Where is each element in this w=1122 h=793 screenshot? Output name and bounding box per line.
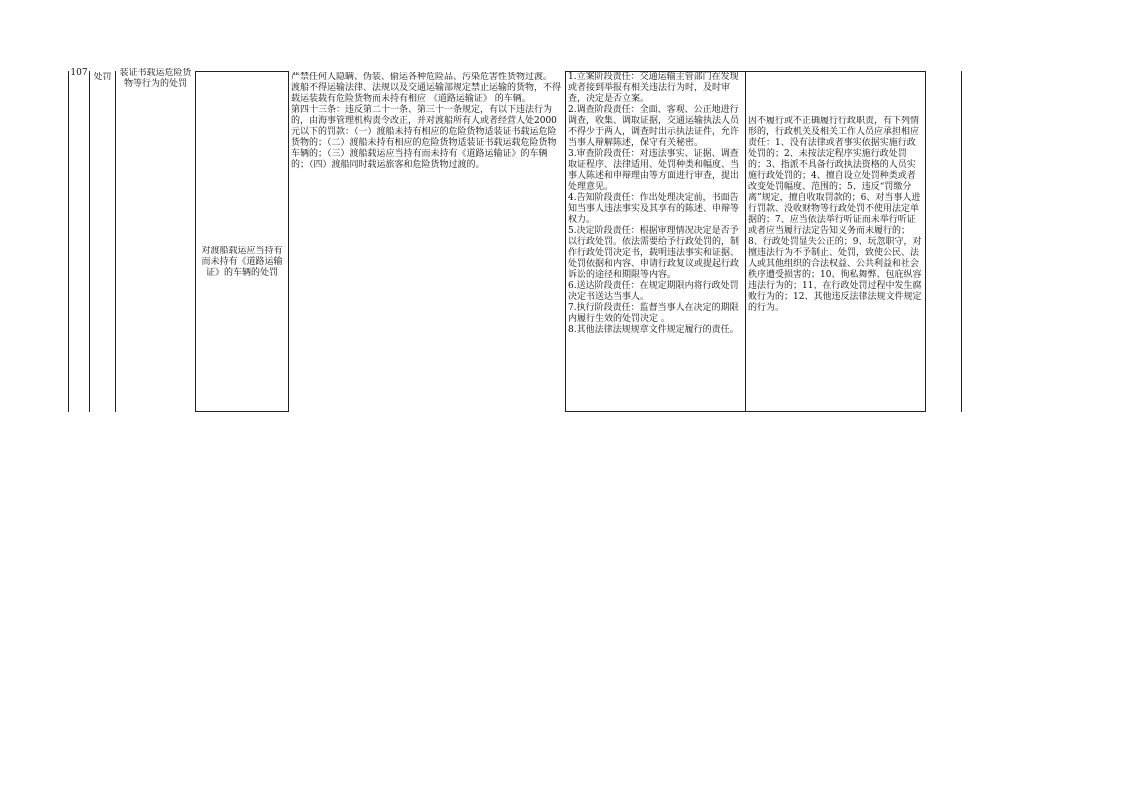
grid-line [195, 71, 289, 72]
responsibility-item: 7.执行阶段责任：监督当事人在决定的期限内履行生效的处罚决定 。 [568, 303, 739, 324]
grid-line [68, 71, 69, 412]
grid-line [195, 411, 289, 412]
responsibility-item: 4.告知阶段责任：作出处理决定前，书面告知当事人违法事实及其享有的陈述、申辩等权力。 [568, 193, 740, 225]
responsibility-item: 8.其他法律法规规章文件规定履行的责任。 [568, 325, 739, 335]
basis-paragraph: 渡船不得运输法律、法规以及交通运输部规定禁止运输的货物，不得载运装载有危险货物而未持有相应 《道路运输证》 的车辆。 [291, 83, 562, 104]
legal-basis-cell [291, 72, 563, 252]
accountability-cell: 因不履行或不正确履行行政职责，有下列情形的，行政机关及相关工作人员应承担相应责任：1、没有法律或者事实依据实施行政处罚的；2、未按法定程序实施行政处罚的；3、指派不具备行政执法资格的人员实施行政处罚的；4、擅自设立处罚种类或者改变处罚幅度、范围的；5、违反“罚缴分离”规定，擅自收取罚款的；6、对当事人进行罚款、没收财物等行政处罚不使用法定单据的；7、应当依法举行听证而未举行听证或者应当履行法定告知义务而未履行的；8、行政处罚显失公正的；9、玩忽职守，对擅违法行为不予制止、处罚，致使公民、法人或其他组织的合法权益、公共利益和社会秩序遭受损害的；10、徇私舞弊、包庇纵容违法行为的；11、在行政处罚过程中发生腐败行为的；12、其他违反法律法规文件规定的行为。 [748, 116, 922, 313]
basis-paragraph: 严禁任何人隐瞒、伪装、偷运各种危险品、污染危害性货物过渡。 [291, 72, 553, 82]
grid-line [288, 71, 289, 412]
category-cell: 处罚 [93, 72, 112, 82]
grid-line [961, 71, 962, 412]
responsibility-cell [568, 72, 744, 412]
basis-paragraph: 第四十三条：违反第二十一条、第三十一条规定，有以下违法行为的，由海事管理机构责令改正，并对渡船所有人或者经营人处2000元以下的罚款：（一）渡船未持有相应的危险货物适装证书载运危险货物的；（二）渡船未持有相应的危险货物适装证书载运载危险货物车辆的；（三）渡船载运应当持有而未持有《道路运输证》的车辆的；（四）渡船同时载运旅客和危险货物过渡的。 [291, 105, 557, 170]
responsibility-item: 3.审查阶段责任：对违法事实、证据、调查取证程序、法律适用、处罚种类和幅度、当事人陈述和申辩理由等方面进行审查，提出处理意见。 [568, 149, 740, 192]
grid-line [565, 71, 566, 412]
grid-line [745, 71, 746, 412]
grid-line [115, 71, 116, 412]
sub-item-cell: 对渡船载运应当持有而未持有《道路运输证》的车辆的处罚 [201, 246, 283, 278]
responsibility-item: 2.调查阶段责任：全面、客观、公正地进行调查，收集、调取证据，交通运输执法人员不得少于两人，调查时出示执法证件，允许当事人辩解陈述，保守有关秘密。 [568, 105, 740, 148]
row-number: 107 [70, 68, 88, 78]
grid-line [195, 71, 196, 412]
responsibility-item: 6.送达阶段责任：在规定期限内将行政处罚决定书送达当事人。 [568, 281, 739, 302]
responsibility-item: 1.立案阶段责任：交通运输主管部门在发现或者接到举报有相关违法行为时，及时审查，决定是否立案。 [568, 72, 739, 104]
grid-line [925, 71, 926, 412]
responsibility-item: 5.决定阶段责任：根据审理情况决定是否予以行政处罚。依法需要给予行政处罚的，制作行政处罚决定书，载明违法事实和证据、处罚依据和内容、申请行政复议或提起行政诉讼的途径和期限等内容。 [568, 226, 740, 280]
grid-line [89, 71, 90, 412]
item-name-cell: 装证书载运危险货物等行为的处罚 [119, 68, 192, 89]
